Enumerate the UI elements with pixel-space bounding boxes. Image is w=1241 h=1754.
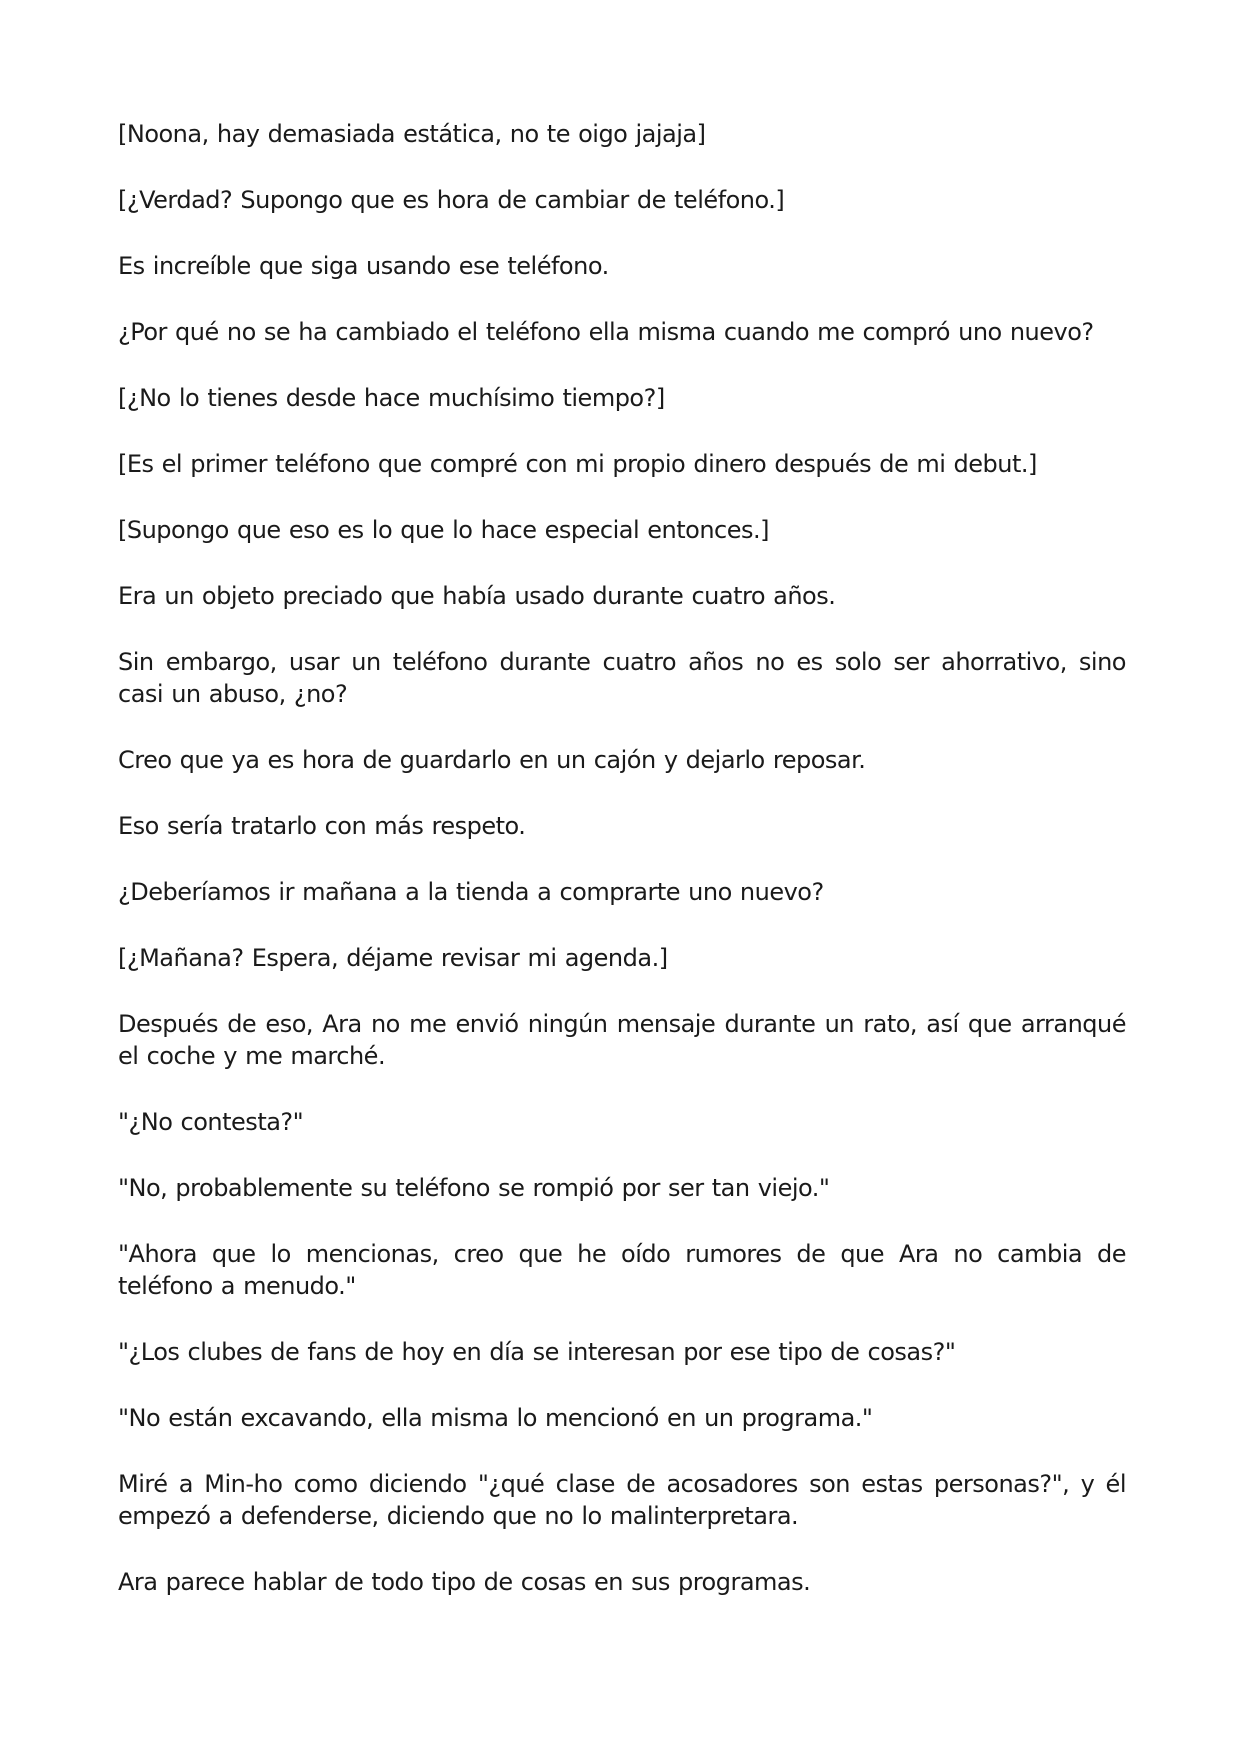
paragraph: ¿Deberíamos ir mañana a la tienda a comprarte uno nuevo? <box>118 878 824 906</box>
paragraph: [Noona, hay demasiada estática, no te oigo jajaja] <box>118 120 706 148</box>
paragraph: ¿Por qué no se ha cambiado el teléfono ella misma cuando me compró uno nuevo? <box>118 318 1094 346</box>
paragraph: "No están excavando, ella misma lo mencionó en un programa." <box>118 1404 873 1432</box>
paragraph: [¿Mañana? Espera, déjame revisar mi agenda.] <box>118 944 668 972</box>
paragraph: "¿Los clubes de fans de hoy en día se interesan por ese tipo de cosas?" <box>118 1338 956 1366</box>
document-body <box>118 118 1126 1632</box>
paragraph: Después de eso, Ara no me envió ningún mensaje durante un rato, así que arranqué el coche y me marché. <box>118 1010 1126 1070</box>
paragraph: Era un objeto preciado que había usado durante cuatro años. <box>118 582 836 610</box>
paragraph: "¿No contesta?" <box>118 1108 304 1136</box>
paragraph: Ara parece hablar de todo tipo de cosas en sus programas. <box>118 1568 811 1596</box>
paragraph: Es increíble que siga usando ese teléfono. <box>118 252 609 280</box>
paragraph: [¿No lo tienes desde hace muchísimo tiempo?] <box>118 384 665 412</box>
paragraph: [Es el primer teléfono que compré con mi propio dinero después de mi debut.] <box>118 450 1037 478</box>
paragraph: Creo que ya es hora de guardarlo en un cajón y dejarlo reposar. <box>118 746 866 774</box>
paragraph: Eso sería tratarlo con más respeto. <box>118 812 526 840</box>
paragraph: Miré a Min-ho como diciendo "¿qué clase de acosadores son estas personas?", y él empezó a defenderse, diciendo que no lo malinterpretara. <box>118 1470 1126 1530</box>
paragraph: [Supongo que eso es lo que lo hace especial entonces.] <box>118 516 769 544</box>
paragraph: Sin embargo, usar un teléfono durante cuatro años no es solo ser ahorrativo, sino casi un abuso, ¿no? <box>118 648 1126 708</box>
paragraph: "No, probablemente su teléfono se rompió por ser tan viejo." <box>118 1174 830 1202</box>
paragraph: [¿Verdad? Supongo que es hora de cambiar de teléfono.] <box>118 186 785 214</box>
paragraph: "Ahora que lo mencionas, creo que he oído rumores de que Ara no cambia de teléfono a menudo." <box>118 1240 1126 1300</box>
